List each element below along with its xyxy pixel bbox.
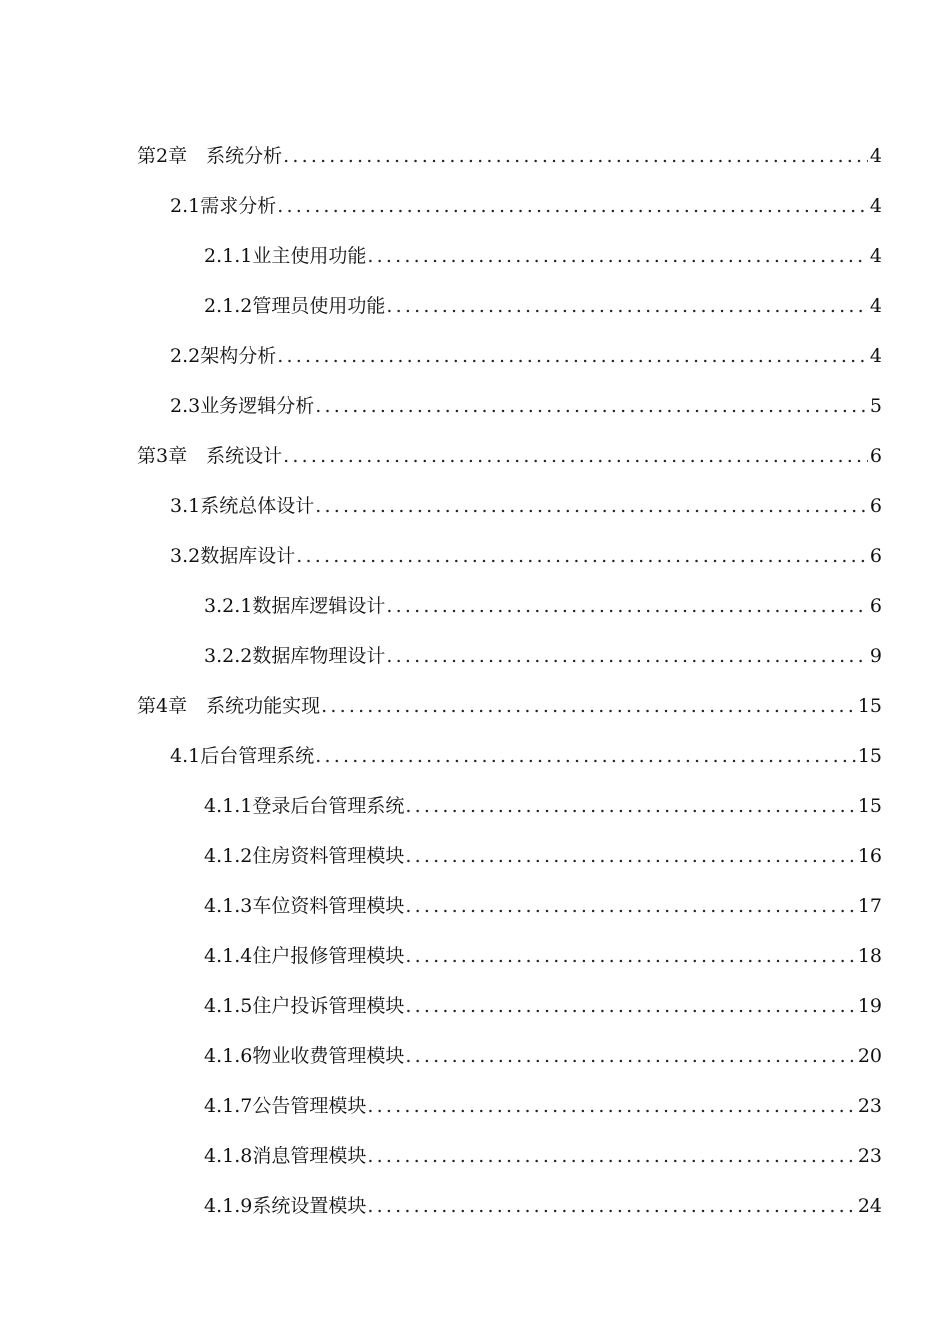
dot-leader: [405, 794, 855, 818]
toc-entry-page: 6: [869, 495, 882, 517]
toc-entry-title: 登录后台管理系统: [252, 795, 405, 817]
dot-leader: [315, 494, 868, 518]
toc-entry-number: 4.1: [170, 745, 201, 767]
toc-entry-number: 3.1: [170, 495, 201, 517]
toc-entry-page: 19: [857, 995, 882, 1017]
toc-entry-page: 4: [869, 195, 882, 217]
toc-entry-page: 18: [857, 945, 882, 967]
toc-entry[interactable]: [0, 878, 950, 928]
toc-entry-page: 9: [869, 645, 882, 667]
dot-leader: [367, 244, 868, 268]
toc-entry[interactable]: [0, 628, 950, 678]
toc-entry[interactable]: [0, 178, 950, 228]
toc-entry[interactable]: [0, 728, 950, 778]
toc-entry-number: 4.1.1: [204, 795, 253, 817]
dot-leader: [405, 1044, 855, 1068]
toc-entry-page: 17: [857, 895, 882, 917]
toc-entry-title: 系统分析: [206, 145, 283, 167]
toc-entry-title: 需求分析: [200, 195, 277, 217]
toc-entry-title: 业主使用功能: [252, 245, 367, 267]
toc-entry-page: 6: [869, 595, 882, 617]
dot-leader: [405, 944, 855, 968]
toc-entry[interactable]: [0, 578, 950, 628]
dot-leader: [386, 294, 868, 318]
toc-entry-number: 3.2: [170, 545, 201, 567]
toc-entry-page: 6: [869, 445, 882, 467]
toc-entry-title: 系统设计: [206, 445, 283, 467]
toc-entry-title: 管理员使用功能: [252, 295, 386, 317]
toc-entry-title: 数据库逻辑设计: [252, 595, 386, 617]
toc-entry-page: 23: [857, 1145, 882, 1167]
toc-entry-number: 第4章: [137, 695, 207, 717]
toc-entry-page: 20: [857, 1045, 882, 1067]
toc-entry-number: 4.1.4: [204, 945, 253, 967]
toc-entry-number: 4.1.3: [204, 895, 253, 917]
dot-leader: [367, 1144, 855, 1168]
toc-entry-number: 4.1.6: [204, 1045, 253, 1067]
toc-entry-title: 数据库物理设计: [252, 645, 386, 667]
toc-entry[interactable]: [0, 328, 950, 378]
toc-entry-number: 4.1.5: [204, 995, 253, 1017]
toc-entry-title: 物业收费管理模块: [252, 1045, 405, 1067]
dot-leader: [283, 444, 868, 468]
dot-leader: [405, 994, 855, 1018]
toc-entry[interactable]: [0, 1178, 950, 1228]
dot-leader: [367, 1094, 855, 1118]
dot-leader: [405, 894, 855, 918]
toc-entry-page: 24: [857, 1195, 882, 1217]
toc-entry[interactable]: [0, 478, 950, 528]
toc-entry[interactable]: [0, 228, 950, 278]
dot-leader: [386, 644, 868, 668]
toc-entry[interactable]: [0, 678, 950, 728]
toc-entry[interactable]: [0, 278, 950, 328]
toc-entry-number: 4.1.7: [204, 1095, 253, 1117]
toc-entry-page: 4: [869, 295, 882, 317]
dot-leader: [315, 744, 856, 768]
toc-entry-number: 3.2.1: [204, 595, 253, 617]
toc-entry-page: 5: [869, 395, 882, 417]
toc-entry-number: 4.1.8: [204, 1145, 253, 1167]
toc-entry-number: 第2章: [137, 145, 207, 167]
toc-entry-title: 后台管理系统: [200, 745, 315, 767]
toc-entry-number: 4.1.9: [204, 1195, 253, 1217]
toc-entry-page: 15: [857, 795, 882, 817]
toc-entry-page: 15: [857, 745, 882, 767]
toc-entry[interactable]: [0, 378, 950, 428]
toc-entry-number: 3.2.2: [204, 645, 253, 667]
toc-entry-title: 架构分析: [200, 345, 277, 367]
toc-entry[interactable]: [0, 428, 950, 478]
table-of-contents: [0, 128, 950, 1228]
dot-leader: [321, 694, 856, 718]
toc-entry-title: 系统设置模块: [252, 1195, 367, 1217]
toc-entry[interactable]: [0, 128, 950, 178]
dot-leader: [386, 594, 868, 618]
toc-entry[interactable]: [0, 1128, 950, 1178]
dot-leader: [367, 1194, 855, 1218]
toc-entry-page: 23: [857, 1095, 882, 1117]
dot-leader: [283, 144, 868, 168]
dot-leader: [405, 844, 855, 868]
toc-entry-title: 业务逻辑分析: [200, 395, 315, 417]
toc-entry-number: 2.1.1: [204, 245, 253, 267]
toc-entry-number: 2.2: [170, 345, 201, 367]
toc-entry[interactable]: [0, 978, 950, 1028]
toc-entry-title: 车位资料管理模块: [252, 895, 405, 917]
toc-entry-number: 4.1.2: [204, 845, 253, 867]
toc-entry[interactable]: [0, 828, 950, 878]
dot-leader: [277, 194, 868, 218]
toc-entry-title: 住房资料管理模块: [252, 845, 405, 867]
toc-entry-number: 2.3: [170, 395, 201, 417]
toc-entry-page: 6: [869, 545, 882, 567]
toc-entry[interactable]: [0, 1078, 950, 1128]
toc-entry-number: 2.1: [170, 195, 201, 217]
toc-entry-title: 公告管理模块: [252, 1095, 367, 1117]
toc-entry[interactable]: [0, 1028, 950, 1078]
toc-entry-page: 4: [869, 245, 882, 267]
toc-entry-page: 4: [869, 145, 882, 167]
toc-entry-title: 消息管理模块: [252, 1145, 367, 1167]
toc-entry-title: 数据库设计: [200, 545, 296, 567]
toc-entry-page: 4: [869, 345, 882, 367]
dot-leader: [277, 344, 868, 368]
toc-entry-page: 15: [857, 695, 882, 717]
toc-entry[interactable]: [0, 528, 950, 578]
toc-entry-title: 系统总体设计: [200, 495, 315, 517]
toc-entry[interactable]: [0, 778, 950, 828]
toc-entry-title: 住户报修管理模块: [252, 945, 405, 967]
toc-entry[interactable]: [0, 928, 950, 978]
dot-leader: [315, 394, 868, 418]
toc-entry-title: 住户投诉管理模块: [252, 995, 405, 1017]
toc-entry-number: 第3章: [137, 445, 207, 467]
dot-leader: [296, 544, 868, 568]
toc-entry-number: 2.1.2: [204, 295, 253, 317]
toc-entry-title: 系统功能实现: [206, 695, 321, 717]
toc-entry-page: 16: [857, 845, 882, 867]
